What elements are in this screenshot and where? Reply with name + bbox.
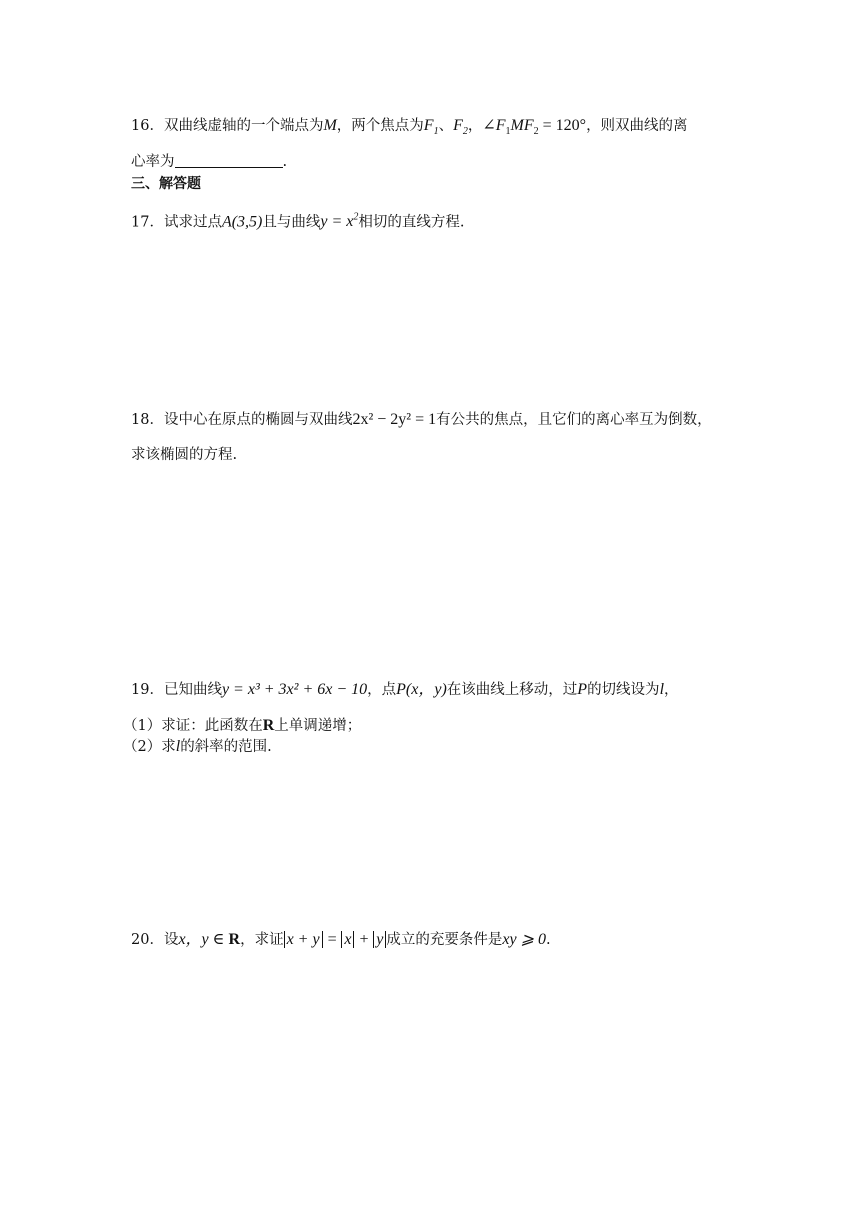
period: . [546,932,551,948]
point-a: A(3,5) [221,213,263,231]
abs-equation: x + y = x + y [284,931,387,948]
question-19-number: 19． [131,682,164,698]
curve-expression: $y = x^2$ [320,212,359,231]
question-17 [131,208,465,232]
question-16-line2 [131,152,287,172]
question-19-text-c: 在该曲线上移动，过 [446,682,578,698]
sub1-text-b: 上单调递增； [274,718,362,734]
sub2-number: （2） [123,739,162,755]
question-16-text-d: 心率为 [131,154,175,170]
question-16-number: 16． [131,118,164,134]
tangent-l: l [659,681,665,698]
question-18-text-c: 求该椭圆的方程. [131,447,238,463]
point-p: P(x，y) [396,681,447,698]
question-17-text-c: 相切的直线方程. [358,214,465,231]
point-m: M [323,117,337,134]
separator: 、 [438,118,454,134]
question-18-line1 [131,410,712,430]
hyperbola-equation: 2x² − 2y² = 1 [352,411,437,428]
question-19-text-b: ，点 [367,682,397,698]
question-19-text-a: 已知曲线 [163,682,222,698]
sub1-number: （1） [123,718,162,734]
cubic-equation: y = x³ + 3x² + 6x − 10 [221,681,368,698]
question-20-text-b: ，求证 [240,932,284,948]
reals-symbol: R [228,931,241,948]
angle-expression: $\angle F_1MF_2 = 120^\circ$ [482,117,587,138]
section-heading: 三、解答题 [131,176,201,192]
variables: x，y ∈ [178,931,229,948]
question-17-number: 17． [131,214,164,231]
question-18-number: 18． [131,412,164,428]
question-20-text-a: 设 [163,932,179,948]
question-19-text-e: ， [664,682,679,698]
point-p-label: P [577,681,588,698]
tangent-l-sub: l [175,738,181,755]
question-18-text-b: 有公共的焦点，且它们的离心率互为倒数， [436,412,712,428]
condition: xy ⩾ 0 [502,931,546,948]
question-20-number: 20． [131,932,164,948]
question-16-line1 [131,116,688,142]
sub2-text-a: 求 [161,739,176,755]
question-16-text-c: ，则双曲线的离 [586,118,688,134]
question-16-text-a: 双曲线虚轴的一个端点为 [163,118,324,134]
question-20 [131,930,551,950]
question-19-sub2 [123,737,272,757]
focus-f2: $F_2$ [453,117,468,138]
sub2-text-b: 的斜率的范围. [180,739,272,755]
sub1-text-a: 求证：此函数在 [161,718,263,734]
question-18-text-a: 设中心在原点的椭圆与双曲线 [163,412,353,428]
question-19-sub1 [123,716,361,736]
reals-symbol: R [262,717,275,734]
question-17-text-a: 试求过点 [163,214,222,231]
question-20-text-c: 成立的充要条件是 [386,932,503,948]
period: . [282,154,288,170]
question-17-text-b: 且与曲线 [262,214,321,231]
focus-f1: $F_1$ [423,117,439,138]
answer-blank[interactable] [175,152,283,168]
question-16-text-b: ，两个焦点为 [336,118,424,134]
question-19-line1 [131,680,679,700]
question-18-line2 [131,445,237,465]
question-19-text-d: 的切线设为 [587,682,660,698]
comma: ， [467,118,483,134]
